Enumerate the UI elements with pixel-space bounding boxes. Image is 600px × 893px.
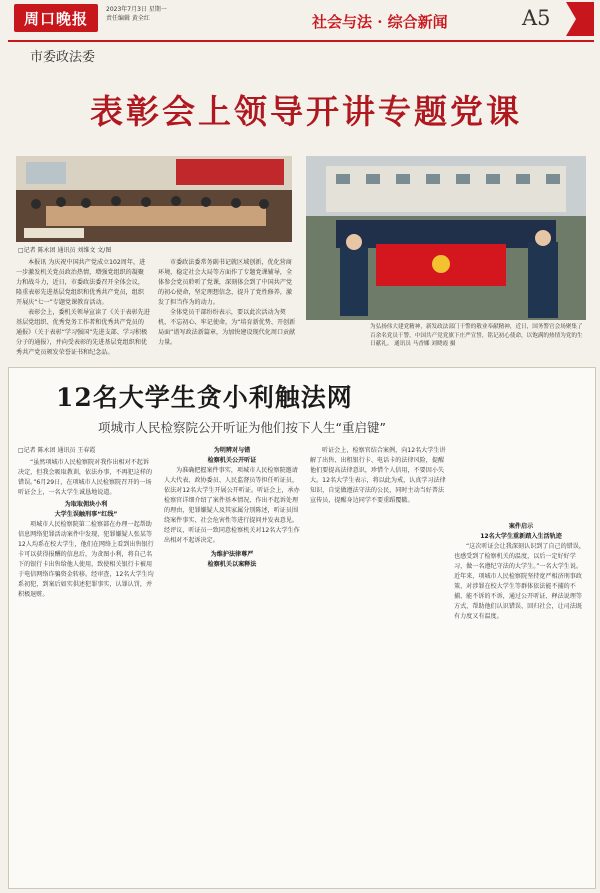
oath-ceremony-photo — [306, 156, 586, 320]
newspaper-logo: 周口晚报 — [14, 4, 98, 32]
story2-subhead: 检察机关以案释法 — [207, 561, 257, 568]
header-rule — [8, 40, 594, 42]
page-number: A5 — [522, 6, 551, 30]
story2-subhead: 案件启示 — [508, 523, 534, 530]
story2-column-3 — [310, 446, 446, 878]
story2-subheadline: 项城市人民检察院公开听证为他们按下人生“重启键” — [98, 420, 386, 435]
story2-paragraph: 听证会上，检察官结合案例，向12名大学生讲解了出售、出租银行卡、电话卡的法律风险，提醒他们要提高法律意识，珍惜个人信用，不要因小失大。12名大学生表示，将以此为戒，认真学习法律知识，自觉做遵法守法的公民，同时主动当好普法宣传员，提醒身边同学不要重蹈覆辙。 — [310, 447, 446, 504]
story2-column-2 — [164, 446, 300, 878]
story2-subhead: 检察机关公开听证 — [207, 457, 257, 464]
story1-paragraph: 全体党员干部纷纷表示，要以此次活动为契机，不忘初心、牢记使命，为“培育新优势、开创新局面”谱写政法新篇章，为加快建设现代化周口贡献力量。 — [158, 309, 296, 346]
story2-lead: “虽然项城市人民检察院对我作出相对不起诉决定，但我会吸取教训，依法办事，不再犯这样的错误。”6月29日，在项城市人民检察院召开的一场听证会上，一名大学生诚恳地说道。 — [18, 459, 153, 496]
story1-paragraph: 市委政法委常务副书记就区域创新，优化营商环境，稳定社会大局等方面作了专题党课辅导，全体参会党员聆听了党课，深刻体会到了中国共产党的初心使命，坚定理想信念，提升了党性修养，激发了担当作为的动力。 — [158, 259, 293, 306]
story2-subhead: 为维护法律尊严 — [210, 551, 254, 558]
story1-column-2 — [158, 258, 296, 348]
story2-subhead: 为取取佣块小利 — [64, 501, 108, 508]
story1-headline: 表彰会上领导开讲专题党课 — [90, 92, 522, 131]
story2-headline: 12名大学生贪小利触法网 — [56, 383, 353, 412]
story2-paragraph: “这次听证会让我深刻认识到了自己的错误，也感受到了检察机关的温度，以后一定好好学习，做一名遵纪守法的大学生。”一名大学生说。近年来，项城市人民检察院坚持宽严相济刑事政策，对涉罪在校大学生等群体依法能不捕的不捕、能不诉的不诉，通过公开听证、释法说理等方式，帮助他们认识错误、回归社会，让司法既有力度又有温度。 — [454, 543, 585, 620]
story2-subhead: 12名大学生重新踏入生活轨迹 — [480, 533, 562, 540]
story1-column-1 — [16, 258, 150, 358]
story2-subhead: 为明辨对与错 — [213, 447, 251, 454]
story2-paragraph: 项城市人民检察院第二检察部在办理一起帮助信息网络犯罪活动案件中发现，犯罪嫌疑人张某等12人均系在校大学生，他们在网络上看到出售银行卡可以获得报酬的信息后，为贪图小利，将自己名下的银行卡出售给他人使用，致使相关银行卡被用于电信网络诈骗资金转移。经审查，12名大学生均系初犯，到案后如实供述犯罪事实，认罪认罚，并积极退赃。 — [18, 521, 154, 598]
story2-column-4 — [454, 380, 588, 878]
story1-kicker: 市委政法委 — [30, 50, 96, 65]
date-line: 2023年7月3日 星期一 — [106, 6, 167, 13]
story2-subhead: 大学生误触刑事“红线” — [54, 511, 118, 518]
editor-line: 责任编辑 黄全红 — [106, 15, 150, 22]
story1-photo-caption: 为弘扬伟大建党精神，新发政法部门干警的敬业奉献精神，近日，国务警官会场聚集了百余名党员干警，中国共产党党旗下庄严宣誓，铭记初心使命，以饱满的热情为党的生日献礼。 通讯员 马香娜 刘晓霞 摄 — [370, 324, 583, 347]
story2-paragraph: 为准确把握案件事实，项城市人民检察院邀请人大代表、政协委员、人民监督员等担任听证员，依法对12名大学生开展公开听证。听证会上，承办检察官详细介绍了案件基本情况、作出不起诉处理的理由，犯罪嫌疑人及其家属分别陈述，听证员围绕案件事实、社会危害性等进行提问并发表意见。经评议，听证员一致同意检察机关对12名大学生作出相对不起诉决定。 — [164, 467, 300, 544]
meeting-photo — [16, 156, 292, 242]
story1-paragraph: 本报讯 为庆祝中国共产党成立102周年，进一步激发机关党员政治热情，增强党组织的凝聚力和战斗力，近日，市委政法委召开全体会议，隆重表彰先进基层党组织和优秀共产党员，组织开展庆“七一”专题党课教育活动。 — [16, 259, 146, 306]
story2-byline: □记者 陈永团 通讯员 王春霞 — [18, 447, 96, 454]
story1-photo-credit: □记者 陈永团 通讯员 刘维文 文/图 — [18, 247, 112, 254]
publication-info — [106, 5, 167, 23]
section-title: 社会与法 · 综合新闻 — [312, 13, 448, 31]
story1-paragraph: 表彰会上，委机关领导宣读了《关于表彰先进基层党组织、优秀党务工作者和优秀共产党员的通报》（关于表彰“学习强国”先进支部、学习积极分子的通报），并向受表彰的先进基层党组织和优秀共产党员颁发荣誉证书和纪念品。 — [16, 309, 150, 356]
story2-column-1 — [18, 458, 154, 878]
page-corner-mark-icon — [562, 2, 594, 36]
